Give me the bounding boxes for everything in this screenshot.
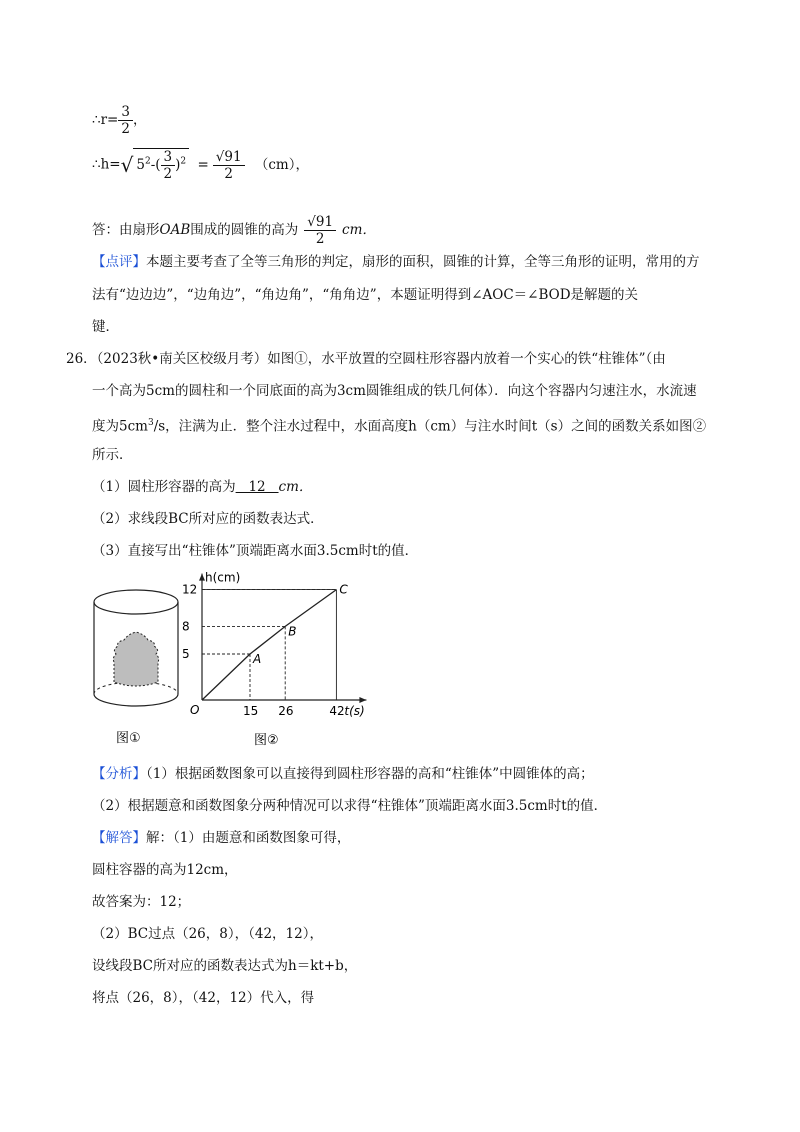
h-res-num: √91	[213, 149, 245, 166]
review-text-1: 本题主要考查了全等三角形的判定，扇形的面积，圆锥的计算，全等三角形的证明，常用的方	[146, 254, 700, 270]
r-tail: ，	[132, 112, 147, 128]
r-prefix: ∴r=	[92, 112, 119, 128]
solution-line-5: 设线段BC所对应的函数表达式为h＝kt+b，	[92, 958, 358, 974]
h-equation: ∴h=√ $5^2-$( $\frac{3}{2}$ )$^2$ = $\frac{√91}{2}$ （cm），	[92, 148, 309, 182]
h-eq: =	[197, 156, 209, 173]
review-tag: 【点评】	[92, 254, 146, 270]
q26-line-3	[92, 414, 706, 436]
x-axis-arrow	[359, 697, 366, 703]
h-prefix: ∴h=	[92, 156, 121, 173]
solution-line-2: 圆柱容器的高为12cm，	[92, 862, 238, 878]
analysis-text-1: （1）根据函数图象可以直接得到圆柱形容器的高和“柱锥体”中圆锥体的高；	[146, 766, 594, 782]
answer-fraction	[304, 214, 336, 247]
h-radicand	[133, 148, 189, 182]
solution-line-3: 故答案为：12；	[92, 894, 191, 910]
q26-sub-1-blank: 12	[235, 479, 279, 495]
x-axis-label: t(s)	[344, 704, 365, 718]
review-line-3: 键．	[92, 319, 119, 335]
q26-sub-2: （2）求线段BC所对应的函数表达式．	[92, 511, 324, 527]
h-rad-a-exp: 2	[144, 156, 151, 167]
q26-sub-1	[92, 478, 312, 496]
analysis-line-2: （2）根据题意和函数图象分两种情况可以求得“柱锥体”顶端距离水面3.5cm时t的值．	[92, 798, 608, 814]
q26-sub-1b: cm．	[278, 479, 313, 495]
answer-oab: OAB	[159, 222, 191, 238]
q26-sub-1a: （1）圆柱形容器的高为	[92, 479, 236, 495]
y-tick-8: 8	[182, 619, 190, 634]
solution-text-1: 解：（1）由题意和函数图象可得，	[146, 830, 351, 846]
guide-lines	[202, 590, 336, 700]
answer-num: √91	[304, 214, 336, 231]
figure-1-label: 图①	[116, 731, 141, 746]
q26-line-4: 所示．	[92, 447, 133, 463]
y-tick-12: 12	[182, 582, 198, 597]
review-line-2: 法有“边边边”，“边角边”，“角边角”，“角角边”，本题证明得到∠AOC＝∠BOD是解题的关	[92, 287, 639, 303]
q26-line-3a: 度为5cm	[92, 418, 148, 435]
h-rad-fnum: 3	[161, 149, 176, 166]
answer-mid: 围成的圆锥的高为	[190, 222, 299, 238]
answer-line	[92, 214, 376, 247]
r-den: 2	[121, 121, 130, 137]
axis-labels	[182, 571, 365, 718]
y-axis-label: h(cm)	[205, 570, 241, 585]
answer-unit: cm．	[342, 222, 376, 238]
answer-prefix: 答：由扇形	[92, 222, 160, 238]
point-a-label: A	[253, 652, 262, 666]
q26-line-2: 一个高为5cm的圆柱和一个同底面的高为3cm圆锥组成的铁几何体）．向这个容器内匀速注水，水流速	[92, 383, 697, 399]
h-rad-minus: -(	[150, 157, 161, 173]
h-rad-fraction	[161, 149, 176, 182]
series-line	[202, 590, 336, 700]
solution-line-6: 将点（26，8），（42，12）代入，得	[92, 990, 315, 1006]
solution-tag: 【解答】	[92, 830, 146, 846]
h-result-fraction	[213, 149, 245, 182]
figure-2-graph	[176, 560, 396, 752]
h-unit: （cm），	[254, 156, 309, 173]
x-tick-42: 42	[329, 704, 345, 718]
r-equation	[92, 104, 146, 137]
h-rad-close: )	[175, 157, 181, 173]
figure-2-label: 图②	[254, 733, 279, 748]
figure-1-cylinder	[86, 584, 186, 754]
x-tick-15: 15	[243, 704, 259, 718]
answer-den: 2	[315, 231, 325, 247]
review-line-1	[92, 253, 700, 271]
y-tick-5: 5	[182, 647, 190, 661]
solution-line-4: （2）BC过点（26，8），（42，12），	[92, 926, 323, 942]
analysis-line-1	[92, 765, 594, 783]
h-rad-exp: 2	[180, 156, 187, 167]
r-num: 3	[118, 104, 133, 121]
q26-line-1: 26．（2023秋•南关区校级月考）如图①，水平放置的空圆柱形容器内放着一个实心的铁“柱锥体”（由	[66, 351, 666, 367]
h-rad-a: 5	[136, 157, 145, 173]
h-t-line	[202, 590, 336, 700]
q26-line-3b: /s，注满为止．整个注水过程中，水面高度h（cm）与注水时间t（s）之间的函数关系如图②	[153, 418, 707, 435]
point-b-label: B	[288, 624, 297, 639]
h-rad-fden: 2	[163, 166, 173, 182]
q26-line-3-sup: 3	[147, 418, 154, 428]
x-tick-26: 26	[278, 704, 294, 718]
r-fraction	[118, 104, 133, 137]
point-c-label: C	[339, 582, 348, 597]
h-res-den: 2	[224, 165, 233, 182]
origin-label: O	[190, 703, 200, 717]
analysis-tag: 【分析】	[92, 766, 146, 782]
solution-line-1	[92, 829, 350, 847]
solid-shape	[113, 632, 158, 686]
q26-sub-3: （3）直接写出“柱锥体”顶端距离水面3.5cm时t的值．	[92, 543, 419, 559]
